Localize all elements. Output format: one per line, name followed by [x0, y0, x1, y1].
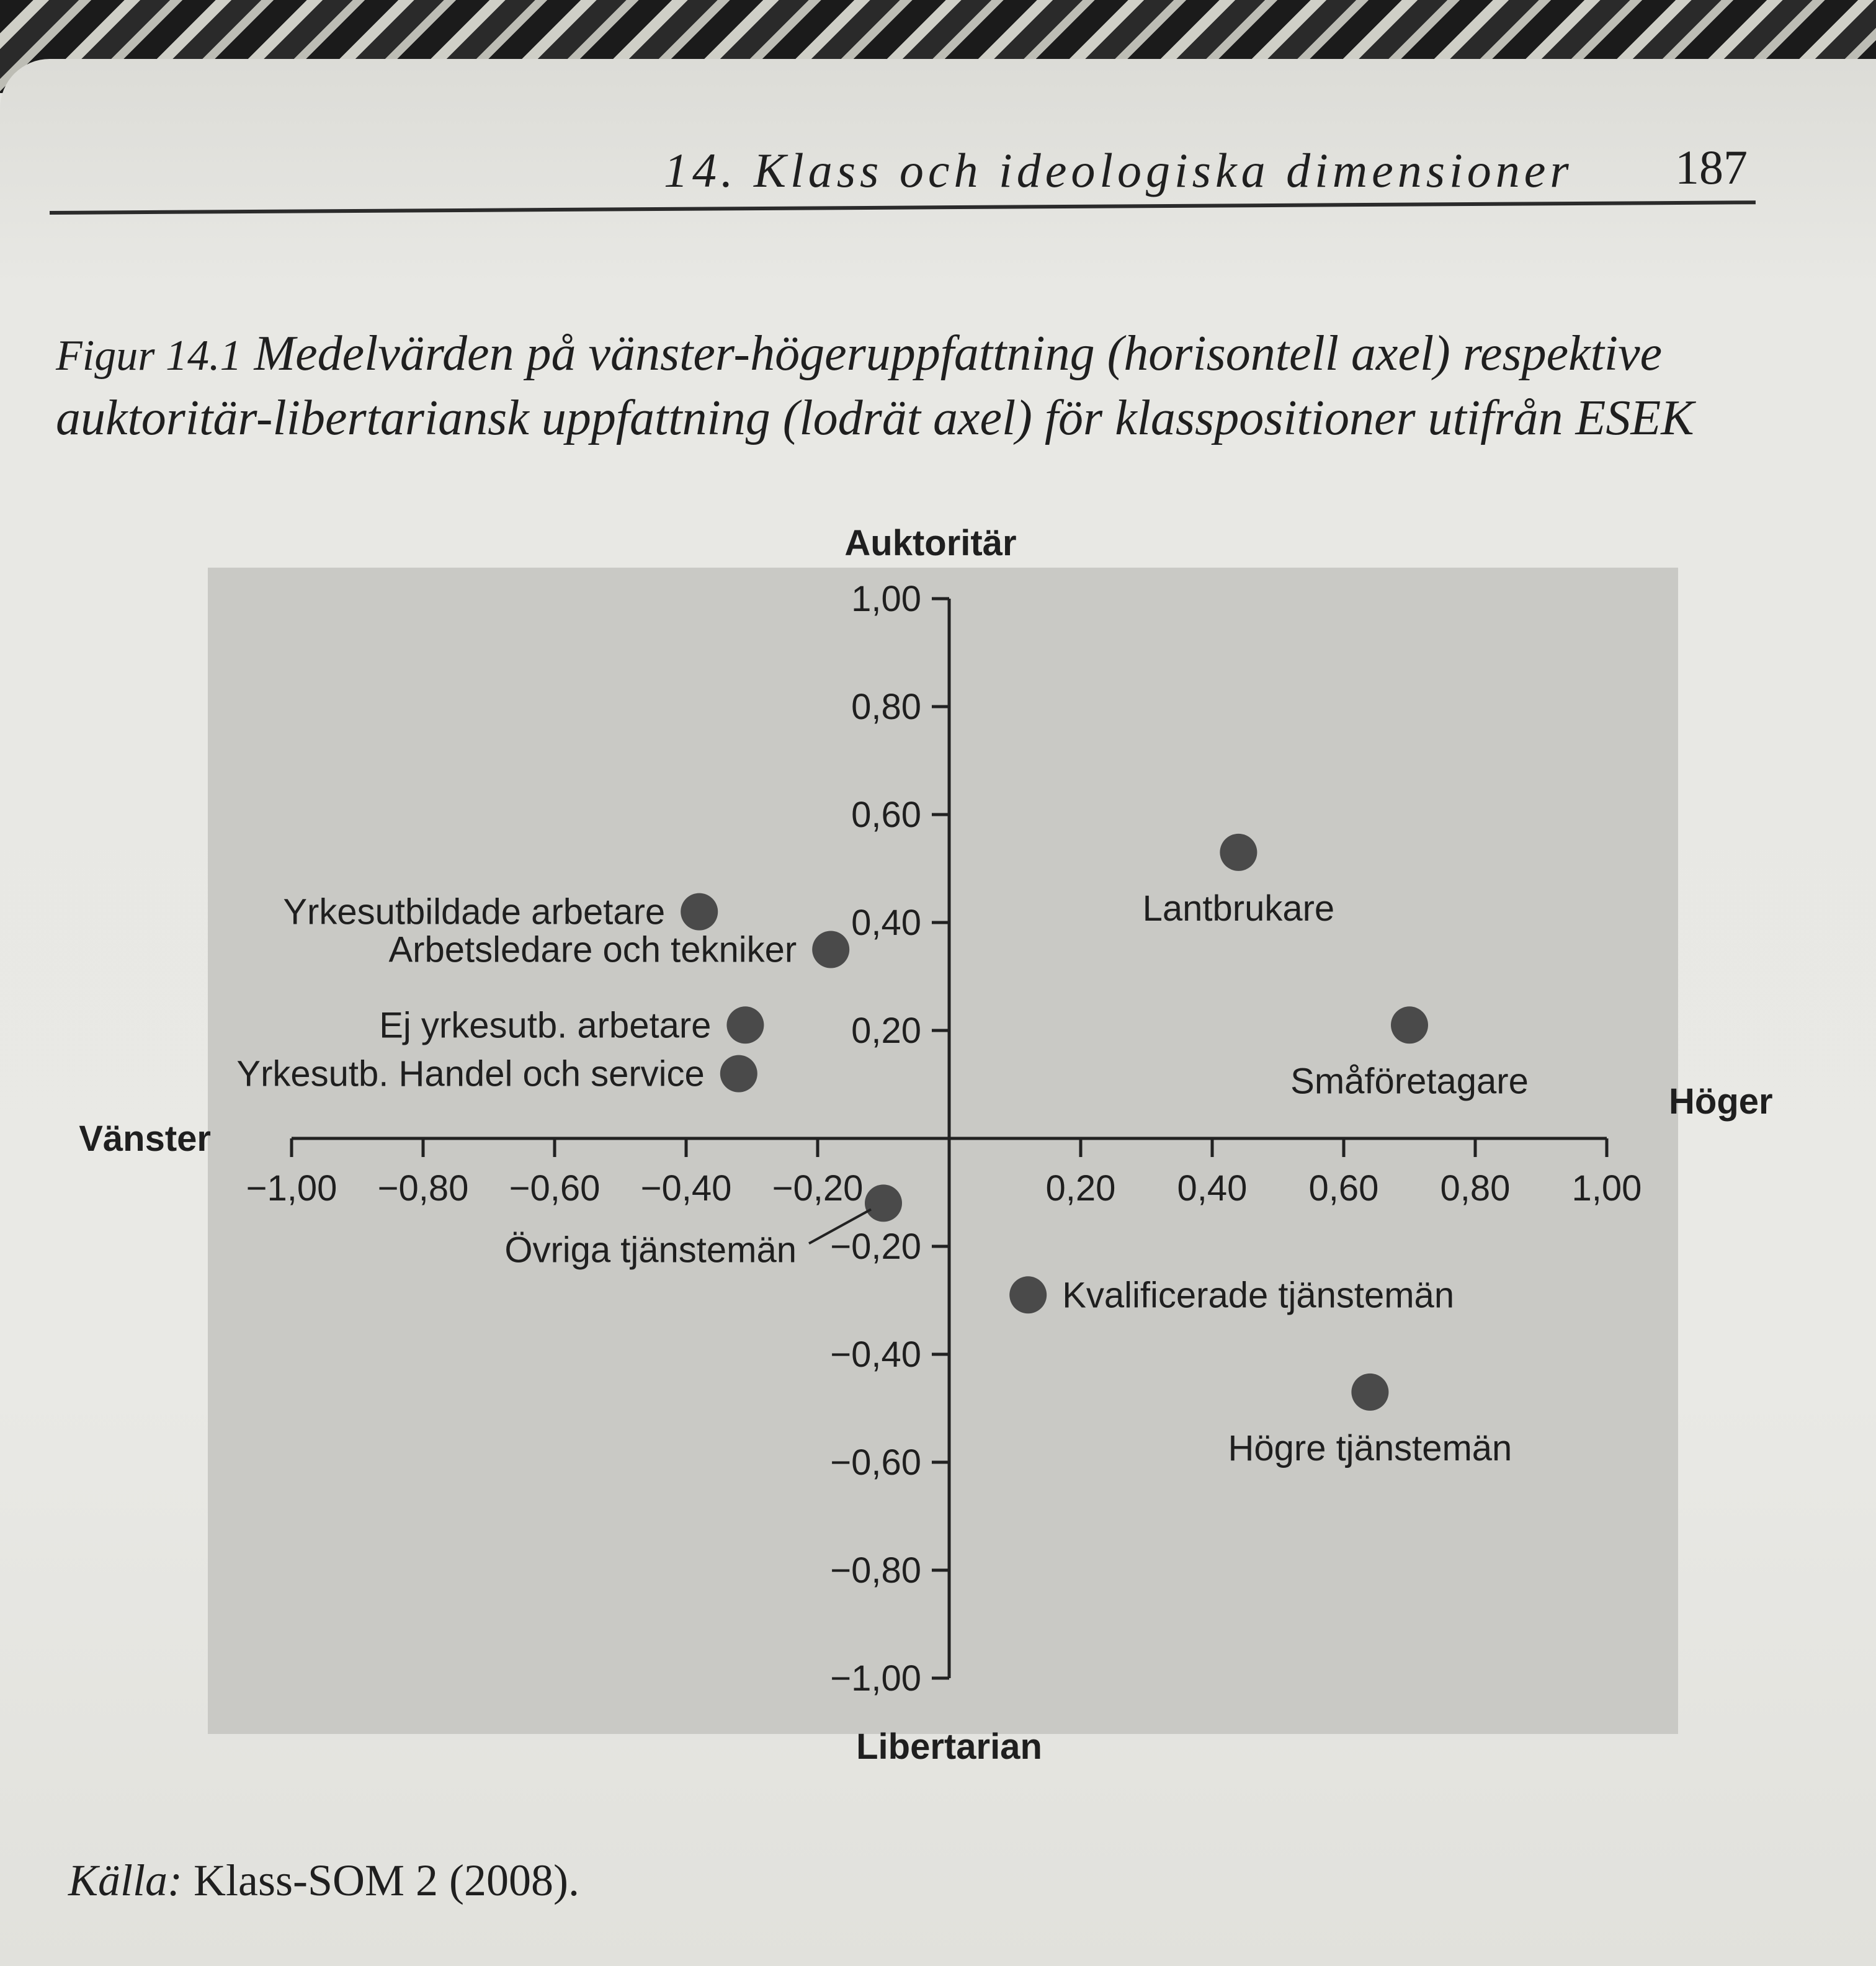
y-tick-label: −0,80 [830, 1550, 921, 1591]
y-tick-label: 0,80 [851, 687, 921, 727]
y-tick-label: 1,00 [851, 579, 921, 619]
data-point [865, 1184, 902, 1222]
y-tick-label: −1,00 [830, 1658, 921, 1699]
data-point [681, 893, 718, 931]
x-tick-label: −1,00 [246, 1168, 337, 1209]
figure-label: Figur 14.1 [56, 332, 242, 380]
point-label: Arbetsledare och tekniker [388, 929, 797, 970]
point-label: Ej yrkesutb. arbetare [379, 1005, 712, 1046]
y-tick-label: −0,20 [830, 1227, 921, 1267]
y-tick-label: 0,20 [851, 1011, 921, 1051]
x-axis-right-title: Höger [1669, 1081, 1773, 1122]
source-note [68, 1855, 579, 1906]
data-point [1220, 834, 1257, 871]
y-tick-label: −0,40 [830, 1334, 921, 1375]
running-head: 14. Klass och ideologiska dimensioner [664, 143, 1573, 197]
point-label: Yrkesutb. Handel och service [236, 1053, 705, 1094]
x-tick-label: 0,40 [1177, 1168, 1248, 1209]
x-tick-label: 0,20 [1045, 1168, 1116, 1209]
y-tick-label: 0,40 [851, 903, 921, 943]
caption-text-1: Medelvärden på vänster-högeruppfattning (horisontell axel) respektive [254, 326, 1663, 381]
x-tick-label: 0,60 [1308, 1168, 1379, 1209]
point-label: Kvalificerade tjänstemän [1062, 1275, 1455, 1316]
page-number: 187 [1675, 140, 1748, 194]
data-point [1351, 1374, 1388, 1411]
x-tick-label: 1,00 [1571, 1168, 1642, 1209]
x-tick-label: −0,60 [509, 1168, 601, 1209]
y-tick-label: 0,60 [851, 795, 921, 835]
point-label: Lantbrukare [1142, 888, 1335, 929]
y-tick-label: −0,60 [830, 1442, 921, 1483]
x-tick-label: −0,80 [377, 1168, 469, 1209]
source-label: Källa: [68, 1856, 183, 1905]
point-label: Yrkesutbildade arbetare [283, 891, 666, 932]
data-point [812, 931, 849, 968]
y-axis-bottom-title: Libertarian [856, 1727, 1042, 1767]
x-tick-label: 0,80 [1440, 1168, 1511, 1209]
chart-background [208, 568, 1678, 1734]
y-axis-top-title: Auktoritär [844, 523, 1017, 563]
point-label: Högre tjänstemän [1228, 1428, 1512, 1468]
point-label: Småföretagare [1290, 1061, 1529, 1102]
point-label: Övriga tjänstemän [504, 1230, 797, 1271]
data-point [1009, 1276, 1047, 1313]
data-point [720, 1055, 757, 1092]
x-axis-left-title: Vänster [79, 1119, 211, 1159]
source-text: Klass-SOM 2 (2008). [194, 1856, 579, 1905]
data-point [1391, 1006, 1428, 1043]
x-tick-label: −0,20 [772, 1168, 864, 1209]
caption-text-2: auktoritär-libertariansk uppfattning (lodrät axel) för klasspositioner utifrån ESEK [56, 391, 1694, 445]
x-tick-label: −0,40 [640, 1168, 732, 1209]
data-point [726, 1006, 764, 1043]
